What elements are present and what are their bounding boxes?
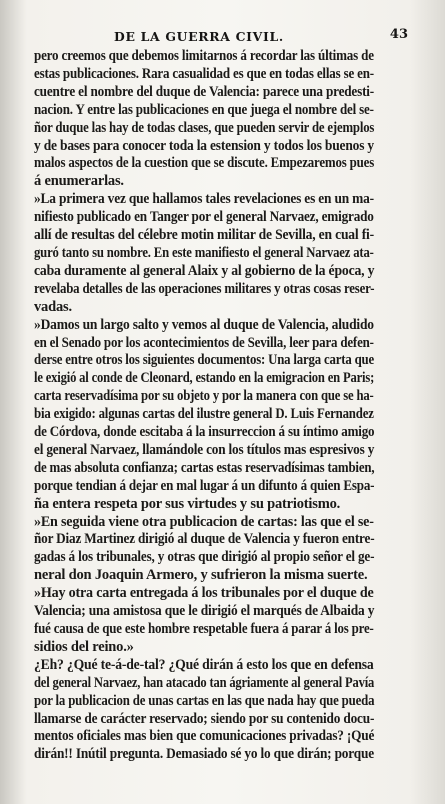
page-header <box>34 29 411 45</box>
text-line: malos aspectos de la cuestion que se discute. Empezaremos pues <box>34 155 375 172</box>
text-line: »Hay otra carta entregada á los tribunales por el duque de <box>34 585 374 602</box>
text-line: estas publicaciones. Rara casualidad es que en todas ellas se en- <box>34 65 374 82</box>
text-line: bia exigido: algunas cartas del ilustre general D. Luis Fernandez <box>34 406 374 423</box>
text-line: á enumerarlas. <box>34 173 124 190</box>
body-text <box>34 48 374 764</box>
text-line: sidios del reino.» <box>34 638 134 655</box>
text-line: llamarse de carácter reservado; siendo por su contenido docu- <box>34 710 375 727</box>
text-line: nifiesto publicado en Tanger por el general Narvaez, emigrado <box>34 209 374 226</box>
text-line: el general Narvaez, llamándole con los títulos mas espresivos y <box>34 441 375 458</box>
text-line: revelaba detalles de las operaciones militares y otras cosas reser- <box>34 280 375 297</box>
text-line: de Córdova, donde escitaba á la insurreccion á su íntimo amigo <box>34 424 375 441</box>
text-line: pero creemos que debemos limitarnos á recordar las últimas de <box>34 48 374 64</box>
text-line: »La primera vez que hallamos tales revelaciones es en un ma- <box>34 191 374 208</box>
text-line: ñor duque las hay de todas clases, que pueden servir de ejemplos <box>34 119 375 136</box>
text-line: fué causa de que este hombre respetable fuera á parar á los pre- <box>34 621 374 637</box>
text-line: »Damos un largo salto y vemos al duque de Valencia, aludido <box>34 316 374 333</box>
page-number: 43 <box>389 27 408 42</box>
text-line: en el Senado por los acontecimientos de Sevilla, leer para defen- <box>34 334 374 351</box>
text-line: allí de resultas del célebre motin militar de Sevilla, en cual fi- <box>34 227 374 244</box>
text-line: y de bases para conocer toda la estension y todos los buenos y <box>34 137 374 154</box>
text-line: vadas. <box>34 298 72 315</box>
text-line: derse entre otros los siguientes documentos: Una larga carta que <box>34 352 374 369</box>
text-line: carta reservadísima por su objeto y por la manera con que se ha- <box>34 388 374 405</box>
text-line: dirán!! Inútil pregunta. Demasiado sé yo lo que dirán; porque <box>34 746 374 763</box>
text-line: ñor Diaz Martinez dirigió al duque de Valencia y fueron entre- <box>34 531 375 548</box>
text-line: neral don Joaquin Armero, y sufrieron la misma suerte. <box>34 567 368 584</box>
text-line: »En seguida viene otra publicacion de cartas: las que el se- <box>34 513 374 530</box>
text-line: mentos oficiales mas bien que comunicaciones privadas? ¡Qué <box>34 728 375 745</box>
text-line: del general Narvaez, han atacado tan ágriamente al general Pavía <box>34 674 375 691</box>
text-line: por la publicacion de unas cartas en las que nada hay que pueda <box>34 692 375 709</box>
text-line: Valencia; una amistosa que le dirigió el marqués de Albaida y <box>34 603 375 620</box>
text-line: de mas absoluta confianza; cartas estas reservadísimas tambien, <box>34 459 375 476</box>
text-line: porque tendian á dejar en mal lugar á un difunto á quien Espa- <box>34 477 375 494</box>
text-line: ña entera respeta por sus virtudes y su patriotismo. <box>34 495 341 512</box>
text-line: guró tanto su nombre. En este manifiesto el general Narvaez ata- <box>34 244 374 261</box>
text-line: cuentre el nombre del duque de Valencia: parece una predesti- <box>34 83 374 100</box>
text-line: ¿Eh? ¿Qué te-á-de-tal? ¿Qué dirán á esto los que en defensa <box>34 656 374 673</box>
text-line: nacion. Y entre las publicaciones en que juega el nombre del se- <box>34 101 374 118</box>
text-line: le exigió al conde de Cleonard, estando en la emigracion en Paris; <box>34 370 375 387</box>
text-line: gadas á los tribunales, y otras que dirigió al propio señor el ge- <box>34 549 375 566</box>
running-head: DE LA GUERRA CIVIL. <box>114 29 284 44</box>
text-line: caba duramente al general Alaix y al gobierno de la época, y <box>34 262 375 279</box>
